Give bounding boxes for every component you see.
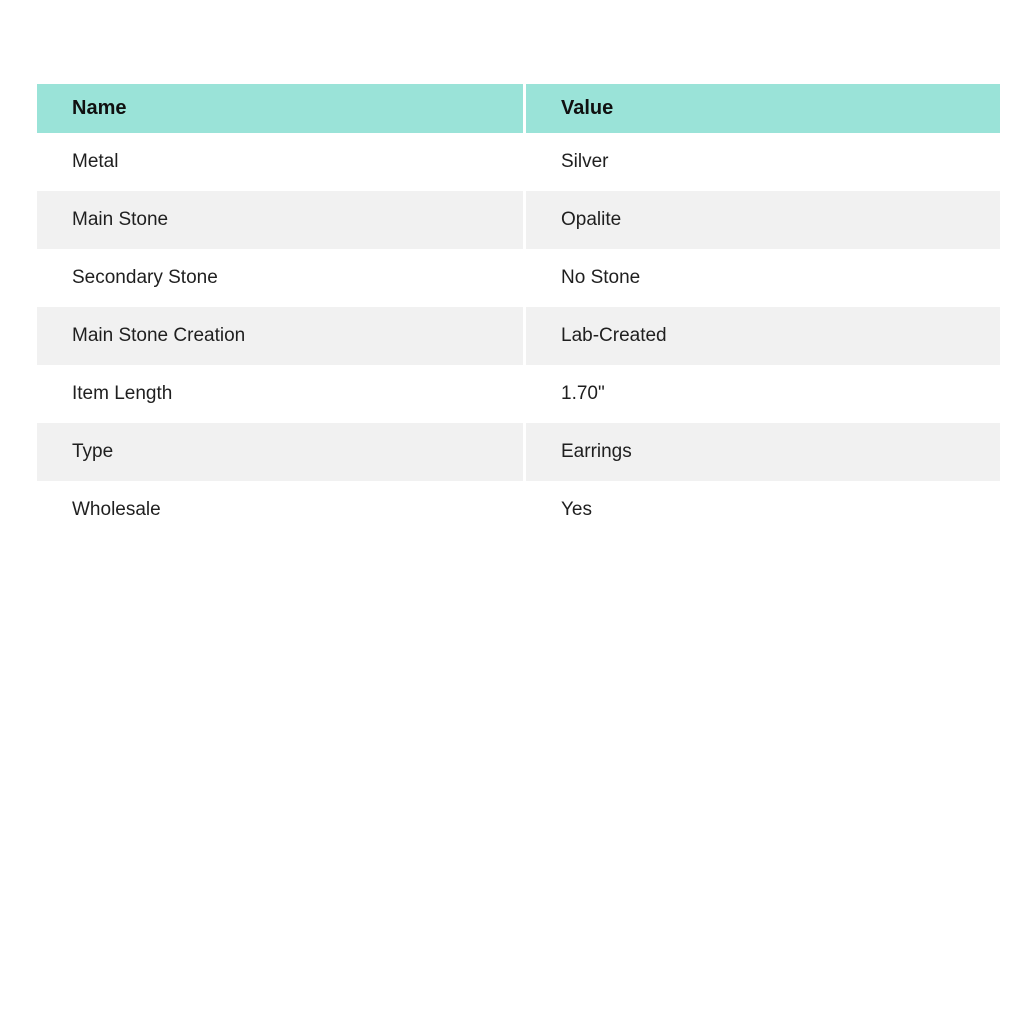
table-row [37, 191, 1000, 249]
header-cell-value: Value [526, 84, 1000, 133]
value-cell: No Stone [561, 267, 641, 288]
value-cell: Silver [561, 151, 609, 172]
header-cell-name: Name [37, 84, 523, 133]
name-cell: Item Length [72, 383, 173, 404]
name-cell: Metal [72, 151, 119, 172]
table-row [37, 133, 1000, 191]
value-cell: Earrings [526, 423, 1000, 481]
name-cell: Type [37, 423, 523, 481]
value-cell: Opalite [526, 191, 1000, 249]
name-cell: Wholesale [72, 499, 161, 520]
table-row [37, 249, 1000, 307]
table-header-row [37, 84, 1000, 133]
name-cell: Secondary Stone [72, 267, 218, 288]
value-cell: 1.70" [561, 383, 605, 404]
table-row [37, 365, 1000, 423]
table-row [37, 307, 1000, 365]
product-spec-table [37, 84, 1000, 539]
value-cell: Lab-Created [526, 307, 1000, 365]
table-row [37, 423, 1000, 481]
name-cell: Main Stone Creation [37, 307, 523, 365]
value-cell: Yes [561, 499, 592, 520]
table-row [37, 481, 1000, 539]
name-cell: Main Stone [37, 191, 523, 249]
